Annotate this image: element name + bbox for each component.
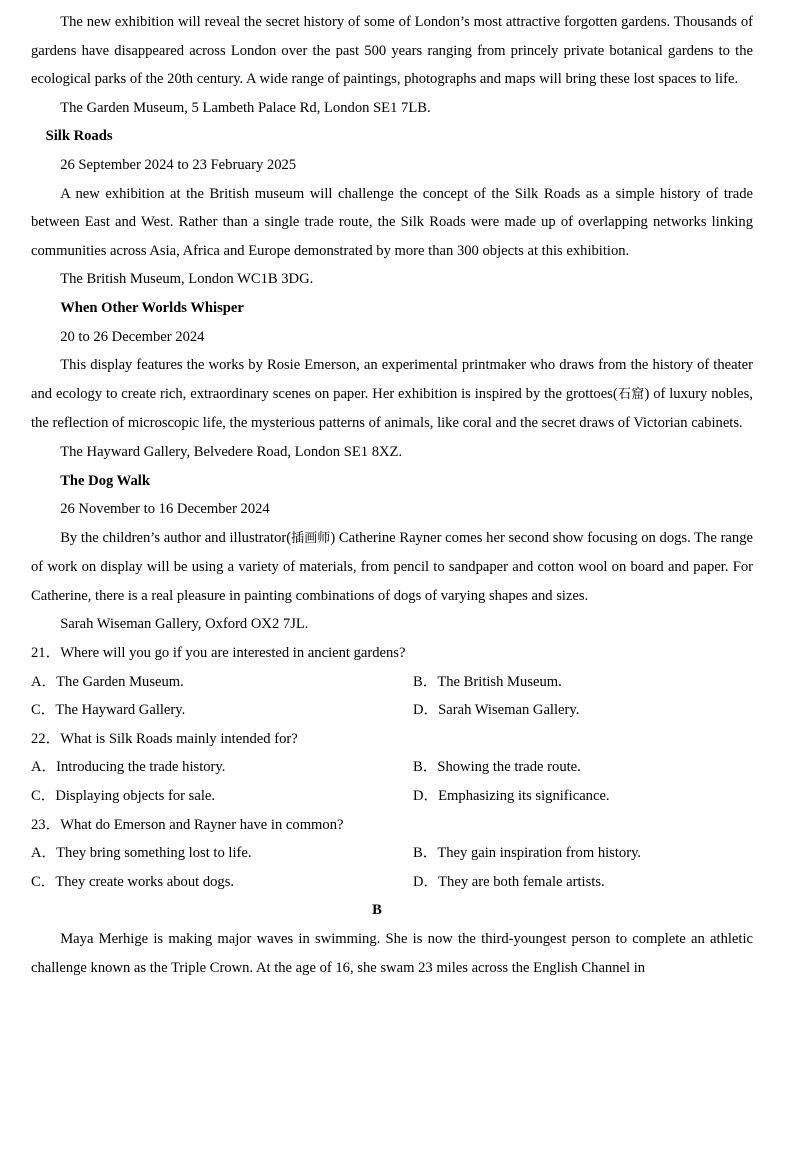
section-letter-b: B [372,902,382,919]
question-22-options-row-2 [31,782,753,811]
option-23-c[interactable]: C．They create works about dogs. [31,873,235,890]
description-text-part1: This display features the works by Rosie Emerson, an experimental printmaker who draws from the history of theater and ecology to create rich, extraordinary scenes on paper. Her exhibition is inspired by the grottoes( [31,357,753,402]
question-number: 23． [31,816,61,833]
exhibition-title-the-dog-walk: The Dog Walk [60,472,150,489]
venue-sarah-wiseman-gallery: Sarah Wiseman Gallery, Oxford OX2 7JL. [60,616,309,633]
question-stem: What is Silk Roads mainly intended for? [60,730,298,747]
question-21-options-row-2 [31,696,753,725]
question-22-options-row-1 [31,753,753,782]
exhibition-description-when-other-worlds-whisper [31,351,753,438]
description-text-part2: ) of luxury nobles, the reflection of microscopic life, the mysterious patterns of animals, like coral and the secret draws of Victorian cabinets. [31,385,753,432]
option-22-a[interactable]: A．Introducing the trade history. [31,759,226,776]
venue-hayward-gallery: The Hayward Gallery, Belvedere Road, London SE1 8XZ. [60,443,403,460]
option-22-c[interactable]: C．Displaying objects for sale. [31,788,216,805]
description-gloss-illustrator: 插画师 [291,530,331,546]
exhibition-date-the-dog-walk: 26 November to 16 December 2024 [60,501,270,518]
exhibition-description-the-dog-walk [31,524,753,611]
description-text-part1: By the children’s author and illustrator( [60,529,292,546]
exhibition-date-silk-roads: 26 September 2024 to 23 February 2025 [60,156,297,173]
question-23-options-row-1 [31,839,753,868]
question-number: 22． [31,730,61,747]
venue-british-museum: The British Museum, London WC1B 3DG. [60,271,314,288]
question-21 [31,639,753,668]
exhibition-date-when-other-worlds-whisper: 20 to 26 December 2024 [60,328,205,345]
exhibition-title-silk-roads: Silk Roads [45,128,113,145]
option-23-b[interactable]: B．They gain inspiration from history. [413,845,642,862]
option-23-a[interactable]: A．They bring something lost to life. [31,845,252,862]
question-23-options-row-2 [31,868,753,897]
question-22 [31,725,753,754]
question-stem: What do Emerson and Rayner have in common? [60,816,344,833]
question-21-options-row-1 [31,668,753,697]
option-22-b[interactable]: B．Showing the trade route. [413,759,581,776]
option-21-c[interactable]: C．The Hayward Gallery. [31,702,186,719]
question-stem: Where will you go if you are interested in ancient gardens? [60,645,406,662]
question-number: 21． [31,645,61,662]
exhibition-description-silk-roads: A new exhibition at the British museum will challenge the concept of the Silk Roads as a simple history of trade between East and West. Rather than a single trade route, the Silk Roads were made up of overlapping networks linking communities across Asia, Africa and Europe demonstrated by more than 300 objects at this exhibition. [31,185,753,259]
option-23-d[interactable]: D．They are both female artists. [413,873,605,890]
venue-garden-museum: The Garden Museum, 5 Lambeth Palace Rd, London SE1 7LB. [60,99,431,116]
question-23 [31,811,753,840]
description-text-part2: ) Catherine Rayner comes her second show focusing on dogs. The range of work on display will be using a variety of materials, from pencil to sandpaper and cotton wool on board and paper. For Catherine, there is a real pleasure in painting combinations of dogs of varying shapes and sizes. [31,529,753,604]
option-21-b[interactable]: B．The British Museum. [413,673,562,690]
paragraph-intro-gardens: The new exhibition will reveal the secret history of some of London’s most attractive forgotten gardens. Thousands of gardens have disappeared across London over the past 500 years ranging from princely private botanical gardens to the ecological parks of the 20th century. A wide range of paintings, photographs and maps will bring these lost spaces to life. [31,14,753,88]
option-21-a[interactable]: A．The Garden Museum. [31,673,184,690]
description-gloss-grottoes: 石窟 [617,386,645,402]
exhibition-title-when-other-worlds-whisper: When Other Worlds Whisper [60,299,244,316]
option-21-d[interactable]: D．Sarah Wiseman Gallery. [413,702,580,719]
paragraph-section-b: Maya Merhige is making major waves in swimming. She is now the third-youngest person to complete an athletic challenge known as the Triple Crown. At the age of 16, she swam 23 miles across the English Channel in [31,931,753,976]
option-22-d[interactable]: D．Emphasizing its significance. [413,788,610,805]
